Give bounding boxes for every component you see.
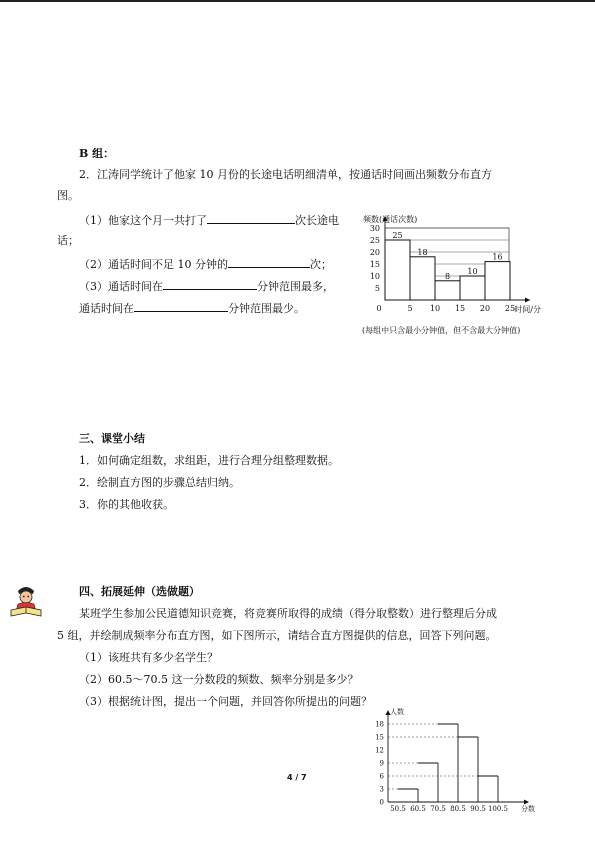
chart2-x-arrow — [524, 800, 529, 805]
chart2-x-tick-label: 100.5 — [487, 805, 509, 813]
summary-heading: 三、课堂小结 — [79, 432, 145, 445]
chart1-y-tick-label: 25 — [369, 236, 380, 245]
summary-item-1: 1．如何确定组数，求组距，进行合理分组整理数据。 — [79, 454, 339, 467]
q2-1-line — [79, 212, 339, 228]
chart2-y-tick-label: 15 — [375, 733, 384, 742]
extension-line2: 5 组，并绘制成频率分布直方图，如下图所示，请结合直方图提供的信息，回答下列问题。 — [57, 629, 497, 642]
chart2-x-tick-label: 50.5 — [390, 805, 406, 813]
q2-3-text-d: 分钟范围最少。 — [228, 302, 305, 315]
chart2-x-tick-label: 80.5 — [450, 805, 466, 813]
chart1-x-tick-label: 5 — [407, 304, 413, 313]
q2-1-text-a: （1）他家这个月一共打了 — [79, 214, 207, 227]
chart1-bar-value-label: 10 — [467, 267, 478, 276]
extension-line1: 某班学生参加公民道德知识竞赛，将竞赛所取得的成绩（得分取整数）进行整理后分成 — [79, 607, 497, 620]
q2-line1: 2．江涛同学统计了他家 10 月份的长途电话明细清单，按通话时间画出频数分布直方 — [79, 168, 492, 181]
chart1-bar — [460, 276, 485, 300]
chart1-origin-label: 0 — [376, 304, 382, 313]
chart1-caption: (每组中只含最小分钟值，但不含最大分钟值) — [362, 326, 521, 335]
q2-2-answer-blank[interactable] — [228, 256, 310, 268]
q2-3-line — [79, 278, 334, 294]
chart2-y-tick-label: 12 — [375, 746, 384, 755]
chart1-bar — [410, 257, 435, 300]
q2-2-text-b: 次； — [310, 258, 332, 271]
chart1-x-tick-label: 20 — [479, 304, 491, 313]
chart1-bar — [485, 262, 510, 300]
q2-line2: 图。 — [57, 189, 79, 202]
call-time-histogram — [355, 212, 545, 324]
summary-item-2: 2．绘制直方图的步骤总结归纳。 — [79, 476, 240, 489]
chart2-y-axis-label: 人数 — [390, 708, 404, 716]
q2-3-text-b: 分钟范围最多， — [257, 280, 334, 293]
chart2-x-tick-label: 90.5 — [470, 805, 486, 813]
summary-item-3: 3．你的其他收获。 — [79, 498, 174, 511]
chart2-y-tick-label: 9 — [379, 759, 384, 768]
chart1-bar — [435, 281, 460, 300]
chart2-y-tick-label: 6 — [379, 772, 384, 781]
page-number: 4 / 7 — [287, 773, 307, 782]
chart1-bar-value-label: 18 — [417, 247, 428, 257]
reading-student-icon — [8, 583, 44, 619]
q2-3-text-a: （3）通话时间在 — [79, 280, 163, 293]
extension-q3: （3）根据统计图，提出一个问题，并回答你所提出的问题？ — [79, 695, 372, 708]
chart2-x-tick-label: 60.5 — [410, 805, 426, 813]
q2-1-line2: 话； — [57, 234, 79, 247]
chart1-bar-value-label: 16 — [492, 252, 503, 262]
q2-2-text-a: （2）通话时间不足 10 分钟的 — [79, 258, 228, 271]
chart1-y-tick-label: 20 — [369, 248, 380, 257]
score-histogram — [362, 706, 552, 816]
group-b-heading: B 组： — [79, 147, 115, 160]
chart2-y-tick-label: 18 — [375, 720, 384, 729]
chart1-bar-value-label: 8 — [444, 271, 451, 281]
extension-q2: （2）60.5～70.5 这一分数段的频数、频率分别是多少？ — [79, 673, 359, 686]
chart1-bar — [385, 240, 410, 300]
chart1-x-tick-label: 25 — [504, 304, 516, 313]
q2-3-line2 — [79, 300, 305, 316]
chart1-y-tick-label: 30 — [369, 224, 380, 233]
q2-2-line — [79, 256, 332, 272]
q2-3-answer-blank-most[interactable] — [163, 278, 257, 290]
chart1-x-axis-label: 时间/分 — [514, 305, 541, 314]
extension-q1: （1）该班共有多少名学生？ — [79, 651, 218, 664]
chart1-x-arrow — [525, 298, 530, 303]
chart2-origin-label: 0 — [379, 798, 384, 807]
extension-heading: 四、拓展延伸（选做题） — [79, 585, 200, 598]
chart1-y-tick-label: 10 — [369, 272, 380, 281]
chart1-x-tick-label: 15 — [454, 304, 466, 313]
q2-1-answer-blank[interactable] — [207, 212, 295, 224]
top-border — [0, 0, 595, 2]
q2-3-answer-blank-least[interactable] — [134, 300, 228, 312]
chart1-x-tick-label: 10 — [429, 304, 441, 313]
chart2-x-axis-label: 分数 — [521, 805, 535, 813]
chart1-y-tick-label: 5 — [374, 284, 380, 293]
q2-1-text-b: 次长途电 — [295, 214, 339, 227]
chart1-y-tick-label: 15 — [369, 260, 380, 269]
chart1-bar-value-label: 25 — [392, 231, 403, 240]
chart2-x-tick-label: 70.5 — [430, 805, 446, 813]
q2-3-text-c: 通话时间在 — [79, 302, 134, 315]
chart1-y-axis-label: 频数(通话次数) — [363, 215, 418, 224]
chart2-y-tick-label: 3 — [379, 785, 384, 794]
